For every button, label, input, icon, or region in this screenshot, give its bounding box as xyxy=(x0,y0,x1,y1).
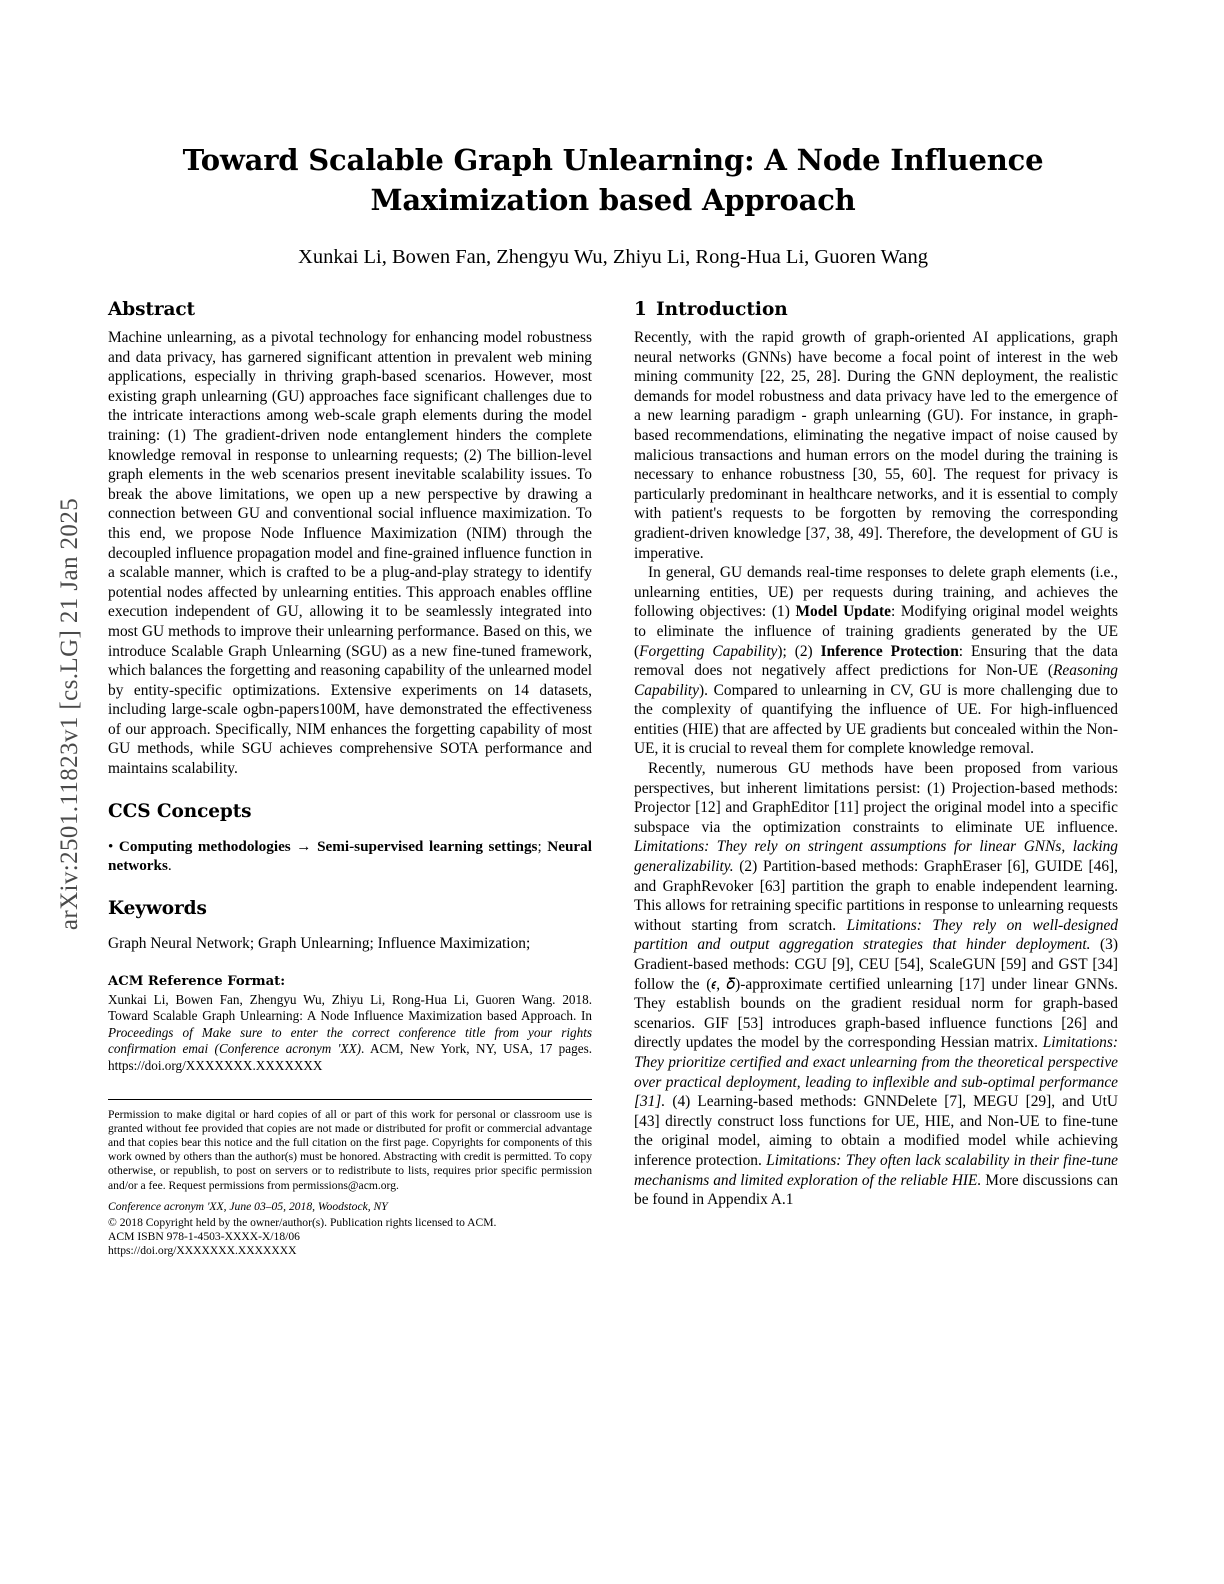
p2-term-model-update: Model Update xyxy=(795,603,891,621)
arxiv-identifier-stamp: arXiv:2501.11823v1 [cs.LG] 21 Jan 2025 xyxy=(56,497,83,931)
two-column-body xyxy=(108,299,1118,1259)
p2-part-c: : Modifying original model weights to eliminate the influence of training gradients generated by the UE ( xyxy=(634,603,1118,660)
p2-term-inference-protection: Inference Protection xyxy=(820,642,959,660)
permission-copyright: © 2018 Copyright held by the owner/author(s). Publication rights licensed to ACM. xyxy=(108,1216,497,1230)
p2-part-e: : Ensuring that the data removal does not negatively affect predictions for Non-UE ( xyxy=(634,642,1118,680)
p3-part-e: More discussions can be found in Appendix A.1 xyxy=(634,1171,1119,1209)
ccs-term-neural-networks: Neural networks xyxy=(108,837,592,875)
p2-part-f: ). Compared to unlearning in CV, GU is more challenging due to the complexity of quantifying the influence of UE. For high-influenced entities (HIE) that are affected by UE gradients but concealed within the Non-UE, it is crucial to reveal them for complete knowledge removal. xyxy=(634,681,1118,758)
intro-paragraph-1: Recently, with the rapid growth of graph-oriented AI applications, graph neural networks (GNNs) have become a focal point of interest in the web mining community [22, 25, 28]. During the GNN deployment, the realistic demands for model robustness and data privacy have led to the emergence of a new learning paradigm - graph unlearning (GU). For instance, in graph-based recommendations, eliminating the negative impact of noise caused by malicious transactions and human errors on the model during the training is necessary to enhance robustness [30, 55, 60]. The request for privacy is particularly predominant in healthcare networks, and it is essential to comply with patient's requests to be forgotten by removing the corresponding gradient-driven knowledge [37, 38, 49]. Therefore, the development of GU is imperative. xyxy=(634,329,1118,562)
ccs-separator: ; xyxy=(537,837,542,855)
ccs-period: . xyxy=(167,857,172,875)
abstract-heading: Abstract xyxy=(108,299,195,320)
p3-part-a: Recently, numerous GU methods have been proposed from various perspectives, but inherent limitations persist: (1) Projection-based methods: Projector [12] and GraphEditor [11] project the original model into a specific subspace via the optimization constraints to eliminate UE influence. xyxy=(634,760,1118,836)
p3-limitations-partition: Limitations: They rely on well-designed partition and output aggregation strategies that hinder deployment. xyxy=(634,916,1118,954)
introduction-heading xyxy=(634,299,1118,320)
author-list: Xunkai Li, Bowen Fan, Zhengyu Wu, Zhiyu Li, Rong-Hua Li, Guoren Wang xyxy=(298,246,928,268)
acm-ref-part2: . ACM, New York, NY, USA, 17 pages. https://doi.org/XXXXXXX.XXXXXXX xyxy=(108,1041,593,1074)
acm-reference-format-text xyxy=(108,992,592,1075)
intro-paragraph-3 xyxy=(634,759,1118,1210)
keywords-heading: Keywords xyxy=(108,897,207,919)
keywords-text: Graph Neural Network; Graph Unlearning; Influence Maximization; xyxy=(108,935,531,953)
acm-ref-part1: Xunkai Li, Bowen Fan, Zhengyu Wu, Zhiyu Li, Rong-Hua Li, Guoren Wang. 2018. Toward Scalable Graph Unlearning: A Node Influence Maximization based Approach. In xyxy=(108,991,592,1024)
permission-text: Permission to make digital or hard copies of all or part of this work for personal or classroom use is granted without fee provided that copies are not made or distributed for profit or commercial advantage and that copies bear this notice and the full citation on the first page. Copyrights for components of this work owned by others than the author(s) must be honored. Abstracting with credit is permitted. To copy otherwise, or republish, to post on servers or to redistribute to lists, requires prior specific permission and/or a fee. Request permissions from permissions@acm.org. xyxy=(108,1107,592,1192)
section-number: 1 xyxy=(634,299,647,320)
p3-limitations-learning: Limitations: They often lack scalability in their fine-tune mechanisms and limited exploration of the reliable HIE. xyxy=(634,1151,1118,1189)
p2-italic-forgetting-capability: Forgetting Capability xyxy=(639,642,778,660)
acm-ref-proceedings-title: Proceedings of Make sure to enter the correct conference title from your rights confirmation emai (Conference acronym 'XX) xyxy=(108,1024,592,1057)
page-title: Toward Scalable Graph Unlearning: A Node Influence Maximization based Approach xyxy=(182,143,1044,217)
p3-part-d: (4) Learning-based methods: GNNDelete [7], MEGU [29], and UtU [43] directly construct loss functions for UE, HIE, and Non-UE to fine-tune the original model, aiming to obtain a modified model while achieving inference protection. xyxy=(634,1093,1118,1169)
p2-part-a: In general, GU demands real-time responses to delete graph elements (i.e., unlearning entities, UE) per requests during training, and achieves the following objectives: (1) xyxy=(634,564,1118,621)
ccs-concepts-text xyxy=(108,837,592,876)
acm-reference-format-heading: ACM Reference Format: xyxy=(108,973,286,989)
section-title: Introduction xyxy=(656,299,788,320)
permission-doi: https://doi.org/XXXXXXX.XXXXXXX xyxy=(108,1244,297,1258)
right-column xyxy=(634,299,1118,1259)
abstract-text: Machine unlearning, as a pivotal technology for enhancing model robustness and data privacy, has garnered significant attention in prevalent web mining applications, especially in thriving graph-based scenarios. However, most existing graph unlearning (GU) approaches face significant challenges due to the intricate interactions among web-scale graph elements during the model training: (1) The gradient-driven node entanglement hinders the complete knowledge removal in response to unlearning requests; (2) The billion-level graph elements in the web scenarios present inevitable scalability issues. To break the above limitations, we open up a new perspective by drawing a connection between GU and conventional social influence maximization. To this end, we propose Node Influence Maximization (NIM) through the decoupled influence propagation model and fine-grained influence function in a scalable manner, which is crafted to be a plug-and-play strategy to identify potential nodes affected by unlearning entities. This approach enables offline execution independent of GU, allowing it to be seamlessly integrated into most GU methods to improve their unlearning performance. Based on this, we introduce Scalable Graph Unlearning (SGU) as a new fine-tuned framework, which balances the forgetting and reasoning capability of the unlearned model by entity-specific optimizations. Extensive experiments on 14 datasets, including large-scale ogbn-papers100M, have demonstrated the effectiveness of our approach. Specifically, NIM enhances the forgetting capability of most GU methods, while SGU achieves comprehensive SOTA performance and maintains scalability. xyxy=(108,329,592,778)
ccs-term-computing-methodologies: Computing methodologies xyxy=(118,837,291,855)
ccs-bullet: • xyxy=(108,837,114,855)
p3-limitations-projection: Limitations: They rely on stringent assumptions for linear GNNs, lacking generalizability. xyxy=(634,838,1118,876)
p2-part-d: ); (2) xyxy=(777,642,821,660)
p3-part-b: (2) Partition-based methods: GraphEraser [6], GUIDE [46], and GraphRevoker [63] partition the graph to enable independent learning. This allows for retraining specific partitions in response to unlearning requests without starting from scratch. xyxy=(634,858,1118,934)
left-column xyxy=(108,299,592,1259)
paper-content xyxy=(108,140,1118,1259)
p2-italic-reasoning-capability: Reasoning Capability xyxy=(634,662,1118,699)
permission-isbn: ACM ISBN 978-1-4503-XXXX-X/18/06 xyxy=(108,1230,300,1244)
intro-paragraph-2 xyxy=(634,563,1118,759)
ccs-concepts-heading: CCS Concepts xyxy=(108,800,252,822)
p3-limitations-gradient: Limitations: They prioritize certified and exact unlearning from the theoretical perspective over practical deployment, leading to inflexible and sub-optimal performance [31]. xyxy=(634,1034,1118,1111)
ccs-term-semisupervised-learning: Semi-supervised learning settings xyxy=(317,837,538,855)
ccs-arrow: → xyxy=(296,837,312,855)
permission-conference: Conference acronym 'XX, June 03–05, 2018, Woodstock, NY xyxy=(108,1199,388,1213)
p3-part-c: (3) Gradient-based methods: CGU [9], CEU [54], ScaleGUN [59] and GST [34] follow the (𝜖, 𝛿)-approximate certified unlearning [17] under linear GNNs. They establish bounds on the gradient residual norm for graph-based scenarios. GIF [53] introduces graph-based influence functions [26] and directly updates the model by the corresponding Hessian matrix. xyxy=(634,936,1118,1052)
permission-block xyxy=(108,1108,592,1259)
footnote-divider xyxy=(108,1099,592,1100)
